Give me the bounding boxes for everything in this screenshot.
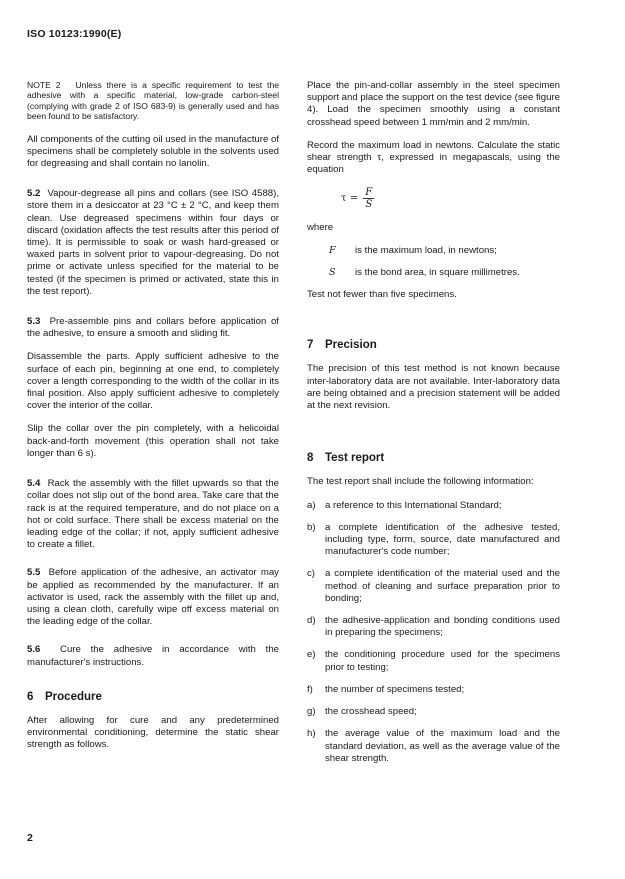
where-label: where: [307, 222, 334, 234]
list-item: c) a complete identification of the material used and the method of cleaning and surface preparation prior to bonding;: [307, 568, 560, 604]
note-label: NOTE 2: [27, 80, 61, 90]
page-number: 2: [27, 832, 33, 844]
note-2: [27, 80, 279, 122]
section-6-number: 6: [27, 690, 34, 703]
report-items-list: [307, 500, 560, 765]
note-text: Unless there is a specific requirement to test the adhesive with a specific material, low-grade carbon-steel (complying with grade 2 of ISO 683-9) is generally used and has been found to be satisfactory.: [27, 80, 280, 122]
section-5-4: [27, 478, 279, 551]
section-6-text: After allowing for cure and any predetermined environmental conditioning, determine the static shear strength as follows.: [27, 714, 279, 751]
place-paragraph: Place the pin-and-collar assembly in the steel specimen support and place the support on the test device (see figure 4). Load the specimen smoothly using a constant crosshead speed between 1 mm/min and 2 mm/min.: [307, 80, 560, 128]
left-column: [27, 80, 279, 763]
section-5-2: [27, 188, 279, 298]
list-item: d) the adhesive-application and bonding conditions used in preparing the specimens;: [307, 615, 560, 639]
section-5-3-text: Pre-assemble pins and collars before application of the adhesive, to ensure a smooth and sliding fit.: [27, 316, 279, 340]
section-5-5-number: 5.5: [27, 567, 41, 579]
right-column: [307, 80, 560, 775]
list-item: g) the crosshead speed;: [307, 706, 417, 718]
test-count-paragraph: Test not fewer than five specimens.: [307, 289, 457, 301]
section-7-title: Precision: [325, 339, 377, 352]
section-7-text: The precision of this test method is not known because inter-laboratory data are not available. Inter-laboratory data are being obtained and a precision statement will be added at the next revision.: [307, 363, 560, 412]
section-5-6-number: 5.6: [27, 644, 41, 656]
section-5-2-number: 5.2: [27, 188, 41, 200]
shear-strength-equation: [341, 187, 560, 210]
where-item-F: [307, 245, 560, 257]
record-paragraph: Record the maximum load in newtons. Calculate the static shear strength τ, expressed in megapascals, using the equation: [307, 139, 560, 176]
disassemble-paragraph: Disassemble the parts. Apply sufficient adhesive to the surface of each pin, beginning at one end, to completely cover a length corresponding to the width of the collar in its final position. Also apply sufficient adhesive to completely cover the interior of the collar.: [27, 351, 279, 412]
section-5-3-number: 5.3: [27, 316, 41, 328]
section-7-heading: [307, 339, 560, 351]
equation-denominator: S: [365, 199, 373, 211]
equation-lhs: τ =: [341, 193, 359, 205]
where-item-S: [307, 267, 560, 279]
list-item: h) the average value of the maximum load and the standard deviation, as well as the average value of the shear strength.: [307, 728, 560, 764]
list-item: f) the number of specimens tested;: [307, 683, 465, 695]
section-5-5-text: Before application of the adhesive, an activator may be applied as recommended by the manufacturer. If an activator is used, rack the assembly with the fillet up and, using a clean cloth, carefully wipe off excess material on the leading edge of the collar.: [27, 567, 279, 628]
list-item: e) the conditioning procedure used for the specimens prior to testing;: [307, 649, 560, 673]
components-paragraph: All components of the cutting oil used in the manufacture of specimens shall be completely soluble in the solvents used for degreasing and shall contain no lanolin.: [27, 133, 279, 170]
symbol-F-definition: is the maximum load, in newtons;: [355, 244, 497, 256]
section-5-6: [27, 644, 279, 668]
section-5-6-text: Cure the adhesive in accordance with the manufacturer's instructions.: [27, 644, 279, 668]
list-item: b) a complete identification of the adhesive tested, including type, form, source, date manufactured and manufacturer's code number;: [307, 521, 560, 558]
section-5-2-text: Vapour-degrease all pins and collars (see ISO 4588), store them in a desiccator at 23 °C ± 2 °C, and keep them clean. Use degreased specimens within four days or discard (oxidation affects the test results after this period of time). It is permissible to soak or wash hard-greased or waxed parts in solvent prior to vapour-degreasing. Do not prime or activate unless specified for the material to be tested (if the specimen is primed or activated, state this in the test report).: [27, 188, 279, 297]
list-item: a) a reference to this International Standard;: [307, 499, 502, 511]
section-8-title: Test report: [325, 452, 385, 465]
section-6-title: Procedure: [45, 690, 102, 703]
section-5-3: [27, 316, 279, 340]
section-6-heading: [27, 691, 279, 703]
section-5-4-text: Rack the assembly with the fillet upwards so that the collar does not slip out of the bond area. Take care that the rack is at the required temperature, and do not place on a hot or cold surface. There shall be excess material on the leading edge of the collar; if not, apply sufficient adhesive to create a fillet.: [27, 478, 279, 551]
section-8-heading: [307, 452, 560, 464]
section-5-4-number: 5.4: [27, 478, 41, 490]
section-8-number: 8: [307, 452, 314, 465]
symbol-F: F: [329, 244, 336, 256]
section-7-number: 7: [307, 339, 314, 352]
symbol-S: S: [329, 266, 336, 278]
equation-numerator: F: [365, 187, 373, 199]
document-id: ISO 10123:1990(E): [27, 28, 122, 40]
section-8-intro: The test report shall include the following information:: [307, 476, 534, 488]
equation-fraction: [363, 187, 374, 210]
slip-paragraph: Slip the collar over the pin completely, with a helicoidal back-and-forth movement (this operation shall not take longer than 6 s).: [27, 423, 279, 459]
section-5-5: [27, 567, 279, 628]
symbol-S-definition: is the bond area, in square millimetres.: [355, 266, 520, 278]
